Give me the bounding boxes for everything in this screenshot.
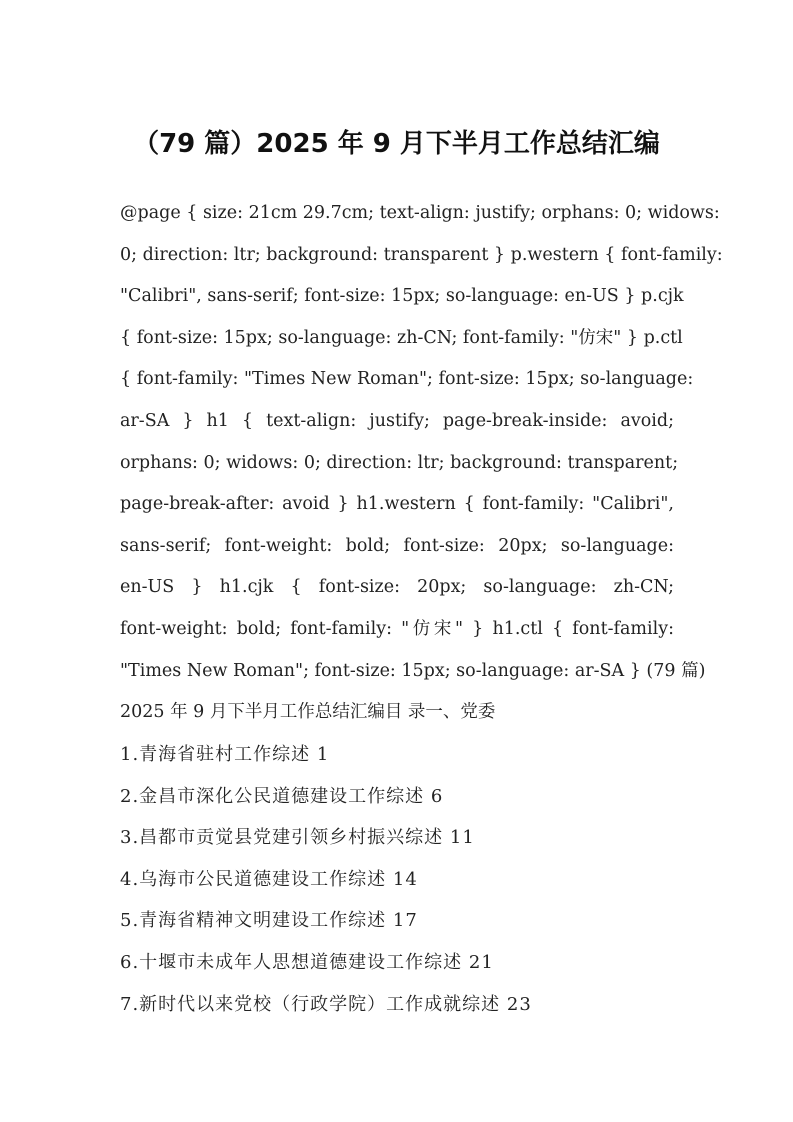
body-line: 0; direction: ltr; background: transparent } p.western { font-family: [120,244,723,265]
body-line: page-break-after: avoid } h1.western { font-family: "Calibri", [120,494,674,515]
body-line: "Calibri", sans-serif; font-size: 15px; so-language: en-US } p.cjk [120,286,684,307]
body-line: @page { size: 21cm 29.7cm; text-align: justify; orphans: 0; widows: [120,203,720,223]
body-line: sans-serif; font-weight: bold; font-size: 20px; so-language: [120,535,674,556]
toc-item: 7.新时代以来党校（行政学院）工作成就综述 23 [120,993,532,1015]
document-body-css-text [120,193,723,734]
toc-item: 2.金昌市深化公民道德建设工作综述 6 [120,785,444,807]
toc-item: 6.十堰市未成年人思想道德建设工作综述 21 [120,951,494,973]
toc-heading: 2025 年 9 月下半月工作总结汇编目 录一、党委 [120,702,496,723]
body-line: "Times New Roman"; font-size: 15px; so-language: ar-SA } (79 篇) [120,660,706,681]
body-line: orphans: 0; widows: 0; direction: ltr; background: transparent; [120,452,679,473]
document-title: （79 篇）2025 年 9 月下半月工作总结汇编 [133,129,660,159]
toc-item: 4.乌海市公民道德建设工作综述 14 [120,868,418,890]
body-line: font-weight: bold; font-family: "仿宋" } h1.ctl { font-family: [120,618,674,639]
body-line: en-US } h1.cjk { font-size: 20px; so-language: zh-CN; [120,577,674,598]
body-line: ar-SA } h1 { text-align: justify; page-break-inside: avoid; [120,410,674,431]
toc-item: 1.青海省驻村工作综述 1 [120,744,330,765]
body-line: { font-size: 15px; so-language: zh-CN; font-family: "仿宋" } p.ctl [120,327,683,348]
table-of-contents [120,734,680,1025]
body-line: { font-family: "Times New Roman"; font-size: 15px; so-language: [120,369,694,390]
toc-item: 3.昌都市贡觉县党建引领乡村振兴综述 11 [120,827,475,849]
toc-item: 5.青海省精神文明建设工作综述 17 [120,910,418,932]
